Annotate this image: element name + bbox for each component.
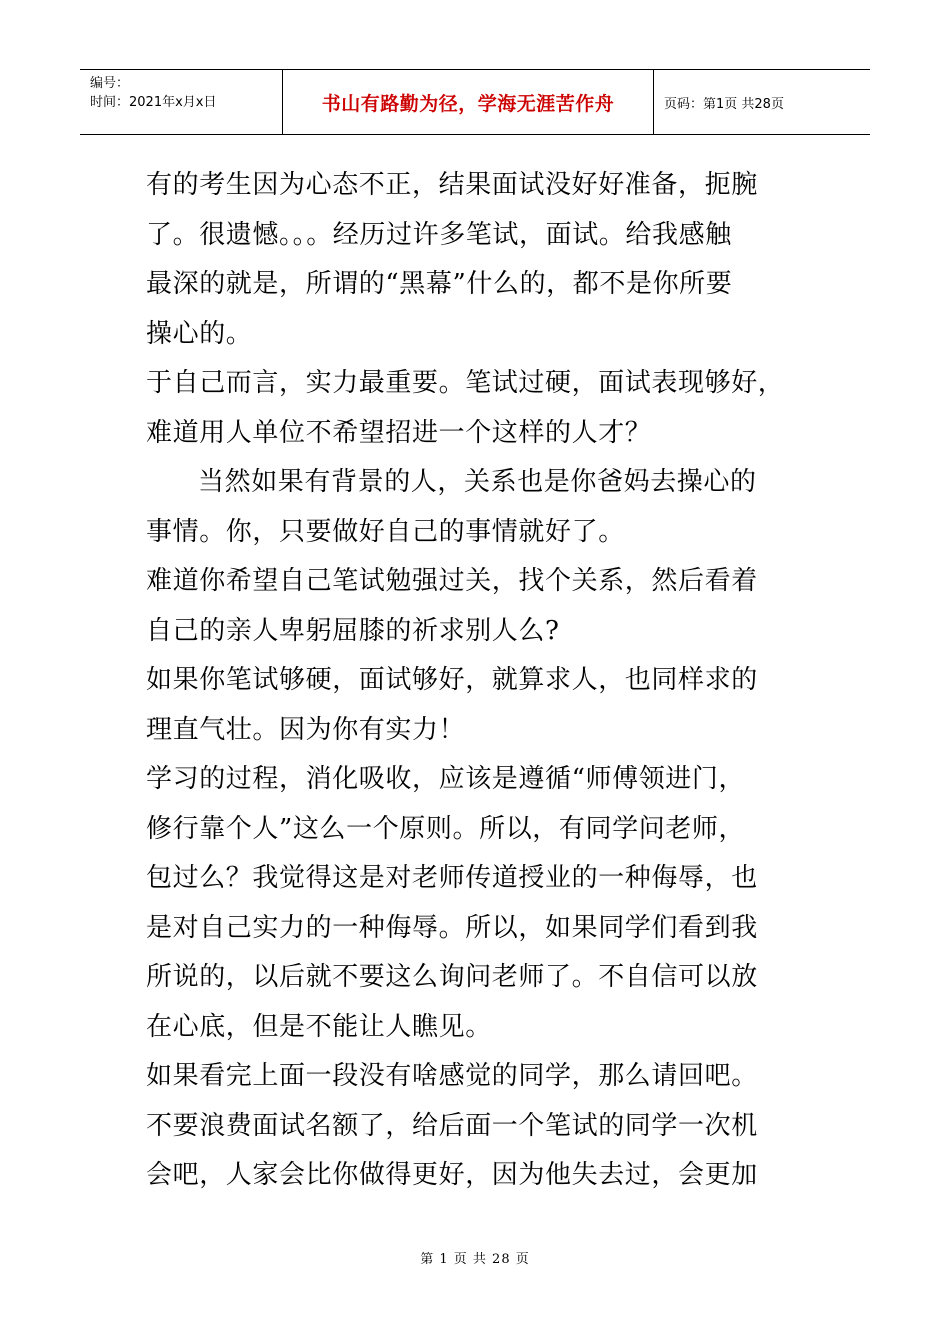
body-line: 所说的，以后就不要这么询问老师了。不自信可以放 — [146, 962, 758, 992]
header-page-cell — [654, 70, 870, 134]
body-line: 包过么？我觉得这是对老师传道授业的一种侮辱，也 — [146, 863, 758, 893]
body-line: 在心底，但是不能让人瞧见。 — [146, 1011, 492, 1042]
body-line: 难道你希望自己笔试勉强过关，找个关系，然后看着 — [146, 566, 758, 596]
body-line: 修行靠个人”这么一个原则。所以，有同学问老师， — [146, 813, 746, 844]
document-number-label: 编号： — [90, 76, 130, 91]
header-motto-cell — [283, 70, 654, 134]
body-line: 最深的就是，所谓的“黑幕”什么的，都不是你所要 — [146, 269, 733, 299]
body-line: 当然如果有背景的人，关系也是你爸妈去操心的 — [198, 467, 757, 497]
page-header — [80, 69, 870, 135]
body-line: 于自己而言，实力最重要。笔试过硬，面试表现够好， — [146, 368, 785, 398]
document-body — [146, 161, 846, 1201]
body-line: 难道用人单位不希望招进一个这样的人才？ — [146, 417, 652, 448]
header-meta-cell — [80, 70, 283, 134]
header-page-info: 页码：第1页 共28页 — [664, 96, 784, 112]
footer-page-number: 第 1 页 共 28 页 — [420, 1252, 530, 1267]
body-line: 有的考生因为心态不正，结果面试没好好准备，扼腕 — [146, 170, 758, 200]
body-line: 如果你笔试够硬，面试够好，就算求人，也同样求的 — [146, 665, 758, 695]
body-line: 事情。你，只要做好自己的事情就好了。 — [146, 516, 625, 547]
body-line: 学习的过程，消化吸收，应该是遵循“师傅领进门， — [146, 764, 746, 794]
body-line: 会吧，人家会比你做得更好，因为他失去过，会更加 — [146, 1160, 758, 1190]
page-footer — [0, 1248, 950, 1267]
body-line: 如果看完上面一段没有啥感觉的同学，那么请回吧。 — [146, 1061, 758, 1091]
body-line: 是对自己实力的一种侮辱。所以，如果同学们看到我 — [146, 912, 758, 943]
body-line: 操心的。 — [146, 318, 253, 349]
header-motto: 书山有路勤为径，学海无涯苦作舟 — [321, 92, 615, 115]
body-line: 不要浪费面试名额了，给后面一个笔试的同学一次机 — [146, 1110, 758, 1141]
body-line: 自己的亲人卑躬屈膝的祈求别人么? — [146, 615, 560, 646]
document-date: 时间：2021年x月x日 — [90, 95, 217, 110]
body-line: 理直气壮。因为你有实力！ — [146, 714, 466, 745]
body-line: 了。很遗憾。。。经历过许多笔试，面试。给我感触 — [146, 219, 732, 250]
